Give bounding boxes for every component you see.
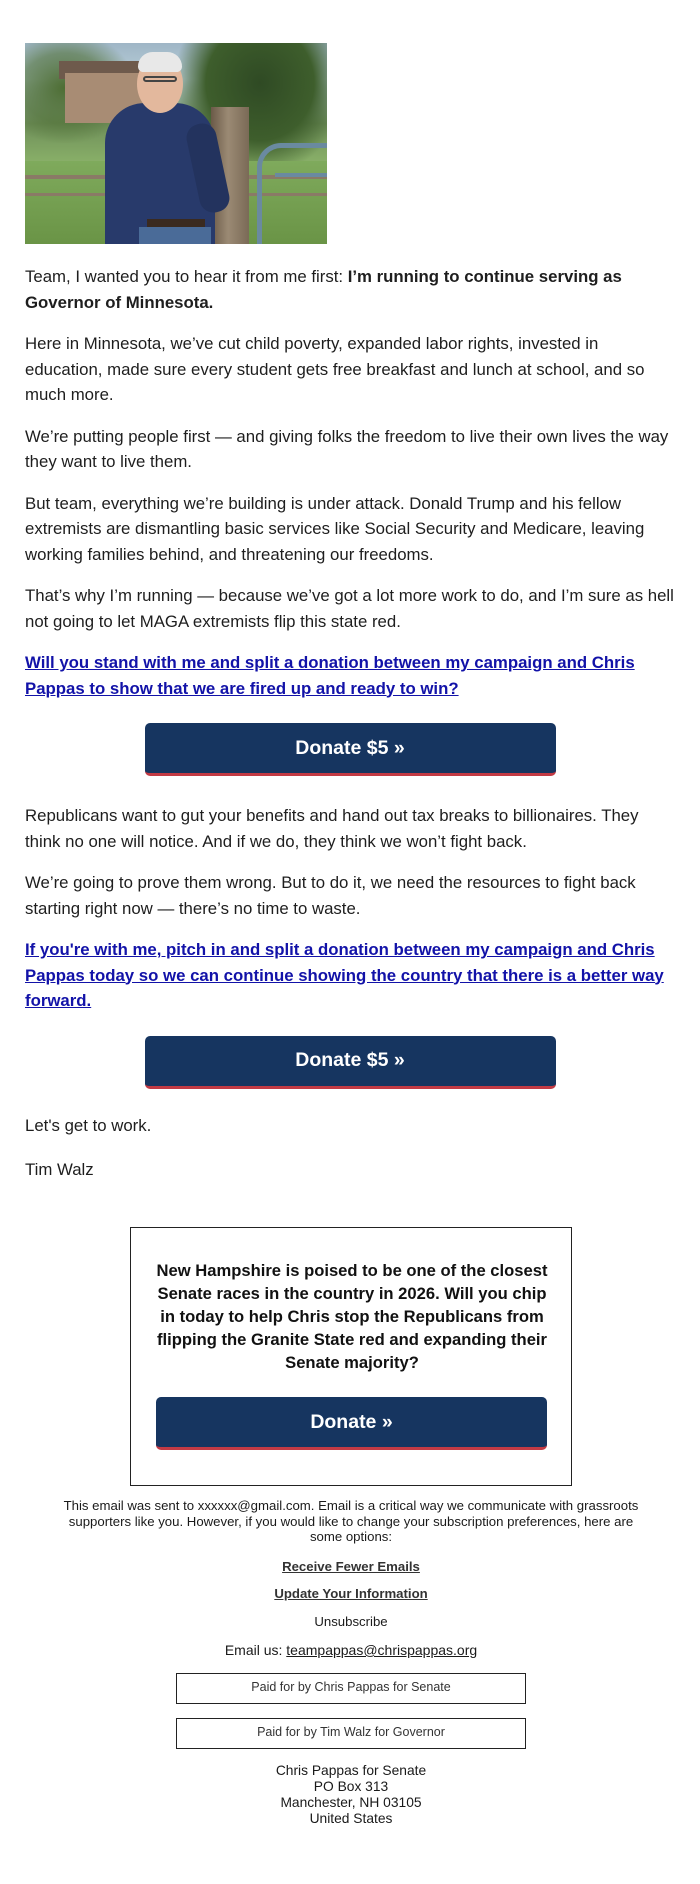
paragraph-prove-wrong: We’re going to prove them wrong. But to do it, we need the resources to fight back starting right now — there’s no time to waste. <box>25 873 636 918</box>
donate-5-button[interactable]: Donate $5 » <box>145 723 556 776</box>
address-line: Chris Pappas for Senate <box>275 1762 427 1778</box>
footer <box>60 1498 642 1827</box>
paid-for-walz: Paid for by Tim Walz for Governor <box>176 1718 526 1749</box>
hero-photo <box>25 43 327 244</box>
address-line: United States <box>309 1810 393 1826</box>
donate-5-button-2[interactable]: Donate $5 » <box>145 1036 556 1089</box>
signature: Tim Walz <box>25 1159 94 1179</box>
unsubscribe-link[interactable]: Unsubscribe <box>314 1613 388 1629</box>
promo-donate-button[interactable]: Donate » <box>156 1397 547 1450</box>
intro-bold-text: I’m running to continue serving as Governor of Minnesota. <box>25 267 622 312</box>
intro-paragraph <box>25 264 675 315</box>
paragraph-accomplishments: Here in Minnesota, we’ve cut child poverty, expanded labor rights, invested in education, made sure every student gets free breakfast and lunch at school, and so much more. <box>25 334 645 404</box>
email-content <box>25 43 675 1204</box>
contact-email-link[interactable]: teampappas@chrispappas.org <box>286 1642 478 1658</box>
mailing-address <box>60 1763 642 1827</box>
paragraph-people-first: We’re putting people first — and giving folks the freedom to live their own lives the way they want to live them. <box>25 426 669 471</box>
promo-text: New Hampshire is poised to be one of the closest Senate races in the country in 2026. Will you chip in today to help Chris stop the Republicans from flipping the Granite State red and expanding their Senate majority? <box>156 1261 548 1372</box>
email-us-line <box>60 1643 642 1659</box>
pitch-in-link[interactable]: If you're with me, pitch in and split a donation between my campaign and Chris Pappas today so we can continue showing the country that there is a better way forward. <box>25 940 664 1010</box>
closing-line: Let's get to work. <box>25 1115 152 1135</box>
email-us-label: Email us: <box>224 1642 287 1658</box>
donate-button-row-2 <box>25 1036 675 1089</box>
receive-fewer-emails-link[interactable]: Receive Fewer Emails <box>282 1558 420 1574</box>
paragraph-why-running: That’s why I’m running — because we’ve got a lot more work to do, and I’m sure as hell not going to let MAGA extremists flip this state red. <box>25 586 674 631</box>
address-line: Manchester, NH 03105 <box>280 1794 422 1810</box>
paid-for-pappas: Paid for by Chris Pappas for Senate <box>176 1673 526 1704</box>
promo-box <box>130 1227 572 1486</box>
intro-text: Team, I wanted you to hear it from me first: <box>25 267 348 286</box>
footer-note: This email was sent to xxxxxx@gmail.com. Email is a critical way we communicate with grassroots supporters like you. However, if you would like to change your subscription preferences, here are some options: <box>63 1498 639 1544</box>
paragraph-republicans: Republicans want to gut your benefits and hand out tax breaks to billionaires. They think no one will notice. And if we do, they think we won’t fight back. <box>25 806 639 851</box>
address-line: PO Box 313 <box>313 1778 389 1794</box>
split-donation-link[interactable]: Will you stand with me and split a donation between my campaign and Chris Pappas to show that we are fired up and ready to win? <box>25 653 635 698</box>
paragraph-under-attack: But team, everything we’re building is under attack. Donald Trump and his fellow extremists are dismantling basic services like Social Security and Medicare, leaving working families behind, and threatening our freedoms. <box>25 493 645 564</box>
update-information-link[interactable]: Update Your Information <box>274 1586 428 1601</box>
donate-button-row <box>25 723 675 776</box>
